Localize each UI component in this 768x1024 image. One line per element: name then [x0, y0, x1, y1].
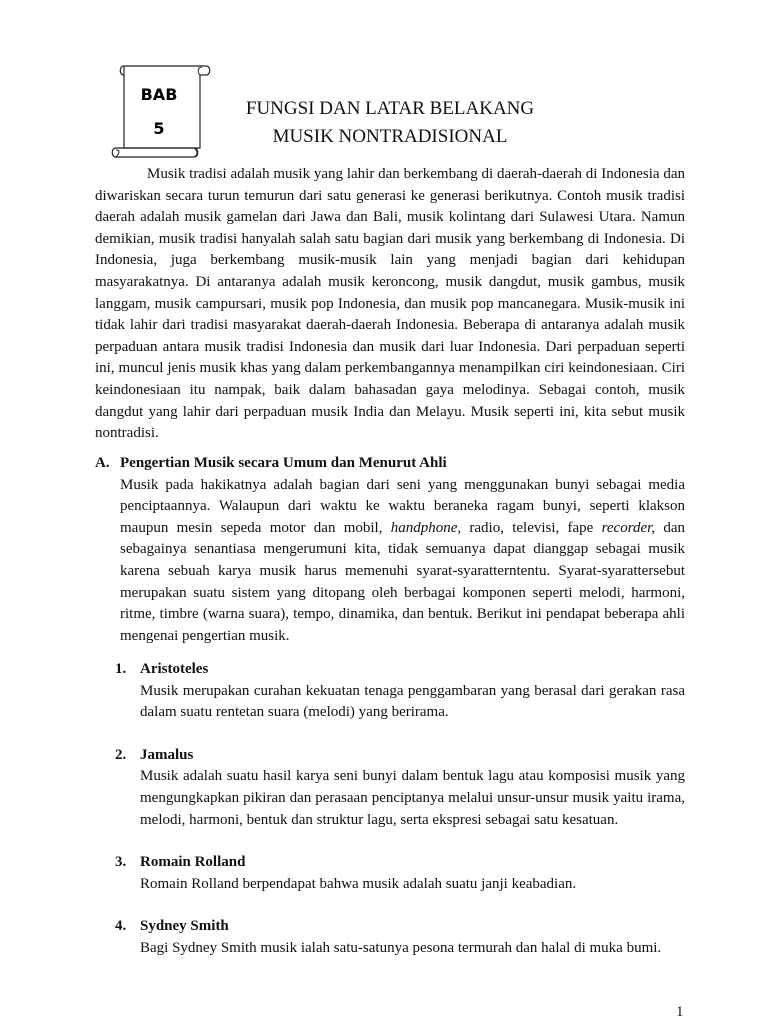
chapter-title	[190, 95, 590, 151]
definitions-list	[115, 659, 685, 960]
intro-paragraph: Musik tradisi adalah musik yang lahir dan berkembang di daerah-daerah di Indonesia dan diwariskan secara turun temurun dari satu generasi ke generasi berikutnya. Contoh musik tradisi daerah adalah musik gamelan dari Jawa dan Bali, musik kolintang dari Sulawesi Utara. Namun demikian, musik tradisi hanyalah salah satu bagian dari musik yang berkembang di Indonesia. Di Indonesia, juga berkembang musik-musik lain yang menjadi bagian dari kehidupan masyarakatnya. Di antaranya adalah musik keroncong, musik dangdut, musik gambus, musik langgam, musik campursari, musik pop Indonesia, dan musik pop mancanegara. Musik-musik ini tidak lahir dari tradisi masyarakat daerah-daerah Indonesia. Beberapa di antaranya adalah musik perpaduan antara musik tradisi Indonesia dan musik dari luar Indonesia. Dari perpaduan seperti ini, muncul jenis musik khas yang dalam perkembangannya menampilkan ciri keindonesiaan. Ciri keindonesiaan itu nampak, baik dalam bahasadan gaya melodinya. Sebagai contoh, musik dangdut yang lahir dari perpaduan musik India dan Melayu. Musik seperti ini, kita sebut musik nontradisi.	[95, 166, 685, 442]
section-a-heading	[95, 453, 685, 475]
definition-number: 1.	[115, 661, 127, 677]
definition-name: Aristoteles	[140, 661, 209, 677]
section-a-body-part-2: radio, televisi, fape	[461, 519, 602, 536]
definition-item	[115, 745, 685, 831]
definition-number: 3.	[115, 854, 127, 871]
definition-item	[115, 916, 685, 959]
definition-name: Romain Rolland	[140, 854, 246, 871]
section-a-italic-recorder: recorder,	[601, 519, 656, 536]
definition-text: Romain Rolland berpendapat bahwa musik adalah suatu janji keabadian.	[140, 875, 577, 892]
definition-text: Musik adalah suatu hasil karya seni bunyi dalam bentuk lagu atau komposisi musik yang mengungkapkan pikiran dan perasaan penciptanya melalui unsur-unsur musik yaitu irama, melodi, harmoni, bentuk dan struktur lagu, serta ekspresi sebagai satu kesatuan.	[140, 768, 685, 828]
chapter-title-line-2: MUSIK NONTRADISIONAL	[272, 126, 508, 147]
definition-heading	[115, 916, 685, 938]
section-a-letter: A.	[95, 455, 110, 471]
badge-line-bab: BAB	[140, 85, 178, 104]
definition-number: 4.	[115, 918, 127, 935]
definition-text: Musik merupakan curahan kekuatan tenaga penggambaran yang berasal dari gerakan rasa dalam suatu rentetan suara (melodi) yang berirama.	[140, 682, 685, 721]
definition-heading	[115, 745, 685, 767]
definition-number: 2.	[115, 746, 127, 763]
chapter-title-line-1: FUNGSI DAN LATAR BELAKANG	[245, 98, 535, 119]
definition-heading	[115, 852, 685, 874]
definition-item	[115, 659, 685, 724]
definition-name: Sydney Smith	[140, 918, 229, 935]
section-a-body	[120, 475, 685, 648]
definition-text: Bagi Sydney Smith musik ialah satu-satunya pesona termurah dan halal di muka bumi.	[140, 939, 662, 956]
definition-name: Jamalus	[140, 746, 194, 763]
section-a	[95, 453, 685, 647]
section-a-italic-handphone: handphone,	[390, 519, 462, 536]
definition-heading	[115, 659, 685, 681]
page-number: 1	[676, 1004, 684, 1020]
section-a-body-part-3: dan sebagainya senantiasa mengerumuni kita, tidak semuanya dapat dianggap sebagai musik karena sebuah karya musik harus memenuhi syarat-syaratterntentu. Syarat-syarattersebut merupakan suatu sistem yang ditopang oleh berbagai komponen seperti melodi, harmoni, ritme, timbre (warna suara), tempo, dinamika, dan bentuk. Berikut ini pendapat beberapa ahli mengenai pengertian musik.	[120, 519, 685, 644]
definition-item	[115, 852, 685, 895]
section-a-body-part-1: Musik pada hakikatnya adalah bagian dari seni yang menggunakan bunyi sebagai media penciptaannya. Walaupun dari waktu ke waktu beraneka ragam bunyi, seperti klakson maupun mesin sepeda motor dan mobil,	[120, 476, 685, 536]
badge-line-number: 5	[153, 119, 165, 138]
section-a-title: Pengertian Musik secara Umum dan Menurut Ahli	[120, 455, 447, 471]
badge-label	[124, 78, 194, 146]
